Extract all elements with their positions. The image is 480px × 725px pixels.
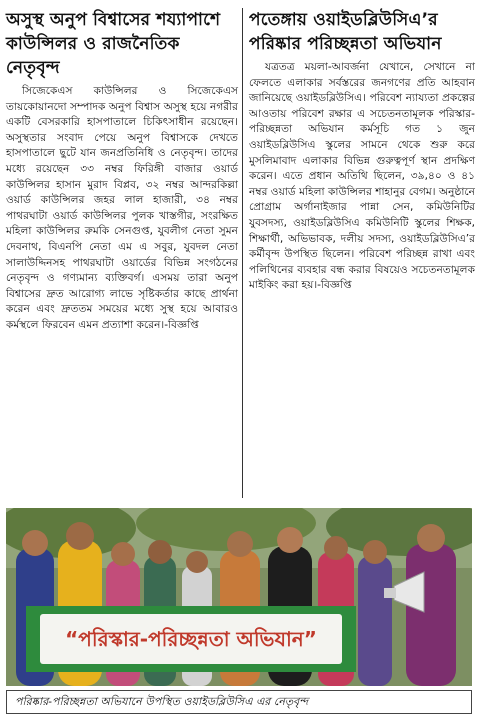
photo-caption: পরিষ্কার-পরিচ্ছন্নতা অভিযানে উপস্থিত ওয়াইডব্লিউসিএ এর নেতৃবৃন্দ — [6, 690, 472, 714]
banner-text: “পরিস্কার-পরিচ্ছন্নতা অভিযান” — [65, 627, 317, 651]
news-photo — [6, 508, 472, 686]
right-article-headline: পতেঙ্গায় ওয়াইডব্লিউসিএ’র পরিষ্কার পরিচ্ছন্নতা অভিযান — [249, 10, 442, 54]
left-article-body: সিজেকেএস কাউন্সিলর ও সিজেকেএস তায়কোয়ানদো সম্পাদক অনুপ বিশ্বাস অসুস্থ হয়ে নগরীর একটি বেসরকারি হাসপাতালে চিকিৎসাধীন রয়েছেন। অসুস্থতার সংবাদ পেয়ে অনুপ বিশ্বাসকে দেখতে হাসপাতালে ছুটে যান জনপ্রতিনিধি ও নেতৃবৃন্দ। তাদের মধ্যে রয়েছেন ৩৩ নম্বর ফিরিঙ্গী বাজার ওয়ার্ড কাউন্সিলর হাসান মুরাদ বিপ্লব, ৩২ নম্বর আন্দরকিল্লা ওয়ার্ড কাউন্সিলর জহর লাল হাজারী, ৩৪ নম্বর পাথরঘাটা ওয়ার্ড কাউন্সিলর পুলক খাস্তগীর, সংরক্ষিত মহিলা কাউন্সিলর রুমকি সেনগুপ্ত, যুবলীগ নেতা সুমন দেবনাথ, বিএনপি নেতা এম এ সবুর, যুবদল নেতা সালাউদ্দিনসহ পাথরঘাটা ওয়ার্ডের বিভিন্ন সংগঠনের নেতৃবৃন্দ ও গণ্যমান্য ব্যক্তিবর্গ। এসময় তারা অনুপ বিশ্বাসের দ্রুত আরোগ্য লাভে সৃষ্টিকর্তার কাছে প্রার্থনা করেন এবং দ্রুততম সময়ের মধ্যে সুস্থ হয়ে আবারও কর্মস্থলে ফিরবেন এমন প্রত্যাশা করেন।-বিজ্ঞপ্তি — [6, 85, 238, 331]
left-article — [6, 8, 238, 334]
left-article-headline: অসুস্থ অনুপ বিশ্বাসের শয্যাপাশে কাউন্সিলর ও রাজনৈতিক নেতৃবৃন্দ — [6, 10, 221, 78]
right-article-body: যত্রতত্র ময়লা-আবর্জনা যেখানে, সেখানে না ফেলতে এলাকার সর্বস্তরের জনগণের প্রতি আহবান জানিয়েছে ওয়াইডব্লিউসিএ। পরিবেশ ন্যায্যতা প্রকল্পের আওতায় পরিবেশ রক্ষার এ সচেতনতামূলক পরিস্কার-পরিচ্ছন্নতা অভিযান কর্মসূচি গত ১ জুন ওয়াইডব্লিউসিএ স্কুলের সামনে থেকে শুরু করে মুসলিমাবাদ এলাকার বিভিন্ন গুরুত্বপূর্ণ স্থান প্রদক্ষিণ করেন। এতে প্রধান অতিথি ছিলেন, ৩৯,৪০ ও ৪১ নম্বর ওয়ার্ড মহিলা কাউন্সিলর শাহানুর বেগম। অনুষ্ঠানে প্রোগ্রাম অর্গানাইজার পান্না সেন, কমিউনিটির যুবসদস্য, ওয়াইডব্লিউসিএ কমিউনিটি স্কুলের শিক্ষক, শিক্ষার্থী, অভিভাবক, দলীয় সদস্য, ওয়াইডব্লিউসিএ’র কর্মীবৃন্দ উপস্থিত ছিলেন। পরিবেশ পরিচ্ছন্ন রাখা এবং পলিথিনের ব্যবহার বন্ধ করার বিষয়েও সচেতনতামূলক মাইকিং করা হয়।-বিজ্ঞপ্তি — [249, 61, 475, 292]
rally-photo-illustration — [6, 508, 472, 686]
column-divider — [242, 8, 243, 498]
right-article — [249, 8, 475, 294]
